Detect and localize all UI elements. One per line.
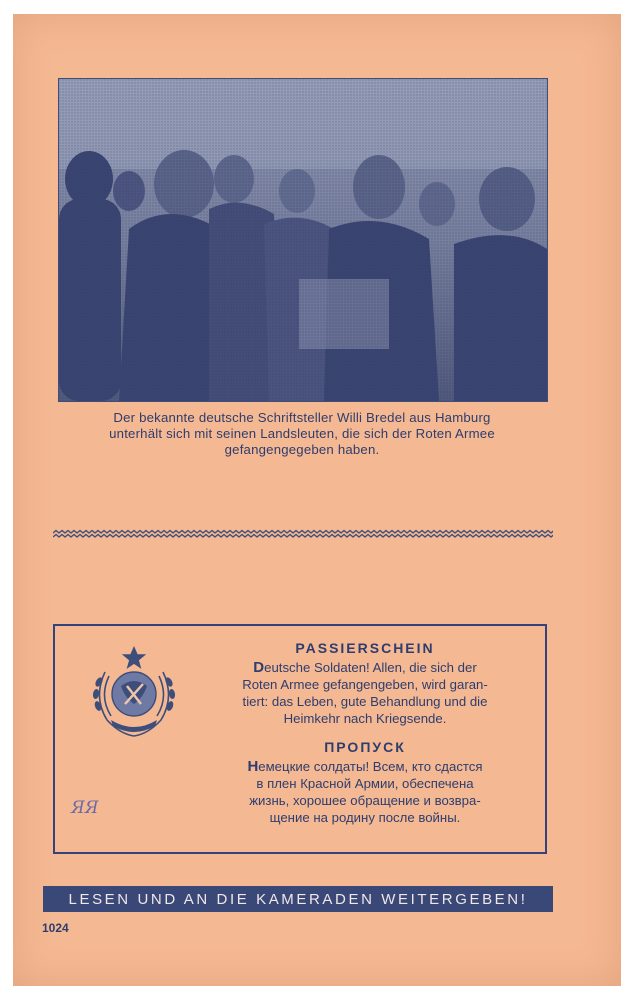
caption-line: gefangengegeben haben.: [224, 442, 380, 457]
photograph: [58, 78, 548, 402]
drop-initial: Н: [247, 758, 259, 775]
pass-box: [53, 624, 547, 854]
print-number: 1024: [42, 921, 69, 935]
photo-caption: [53, 410, 551, 458]
pass-line: в плен Красной Армии, обеспечена: [256, 776, 474, 791]
handwritten-initials: ЯЯ: [71, 798, 99, 818]
cut-line-divider: [53, 527, 553, 541]
pass-line: Deutsche Soldaten! Allen, die sich der: [253, 659, 477, 676]
russian-pass-title: ПРОПУСК: [324, 739, 406, 755]
caption-line: Der bekannte deutsche Schriftsteller Willi Bredel aus Hamburg: [113, 410, 491, 425]
soviet-state-emblem-icon: [85, 642, 183, 742]
pass-on-banner: LESEN UND AN DIE KAMERADEN WEITERGEBEN!: [43, 886, 553, 912]
leaflet-sheet: [13, 14, 621, 986]
pass-line: tiert: das Leben, gute Behandlung und die: [242, 694, 488, 709]
pass-line: Heimkehr nach Kriegsende.: [283, 711, 447, 726]
pass-line: Roten Armee gefangengeben, wird garan-: [242, 677, 488, 692]
pass-text: [195, 640, 535, 826]
pass-line: Немецкие солдаты! Всем, кто сдастся: [247, 758, 483, 775]
german-pass-body: [195, 659, 535, 727]
german-pass-title: PASSIERSCHEIN: [295, 640, 435, 656]
caption-line: unterhält sich mit seinen Landsleuten, die sich der Roten Armee: [109, 426, 495, 441]
russian-pass-body: [195, 758, 535, 826]
photograph-of-men-in-group: [59, 79, 547, 401]
pass-line: щение на родину после войны.: [269, 810, 461, 825]
pass-line: жизнь, хорошее обращение и возвра-: [249, 793, 481, 808]
drop-initial: D: [253, 659, 265, 676]
